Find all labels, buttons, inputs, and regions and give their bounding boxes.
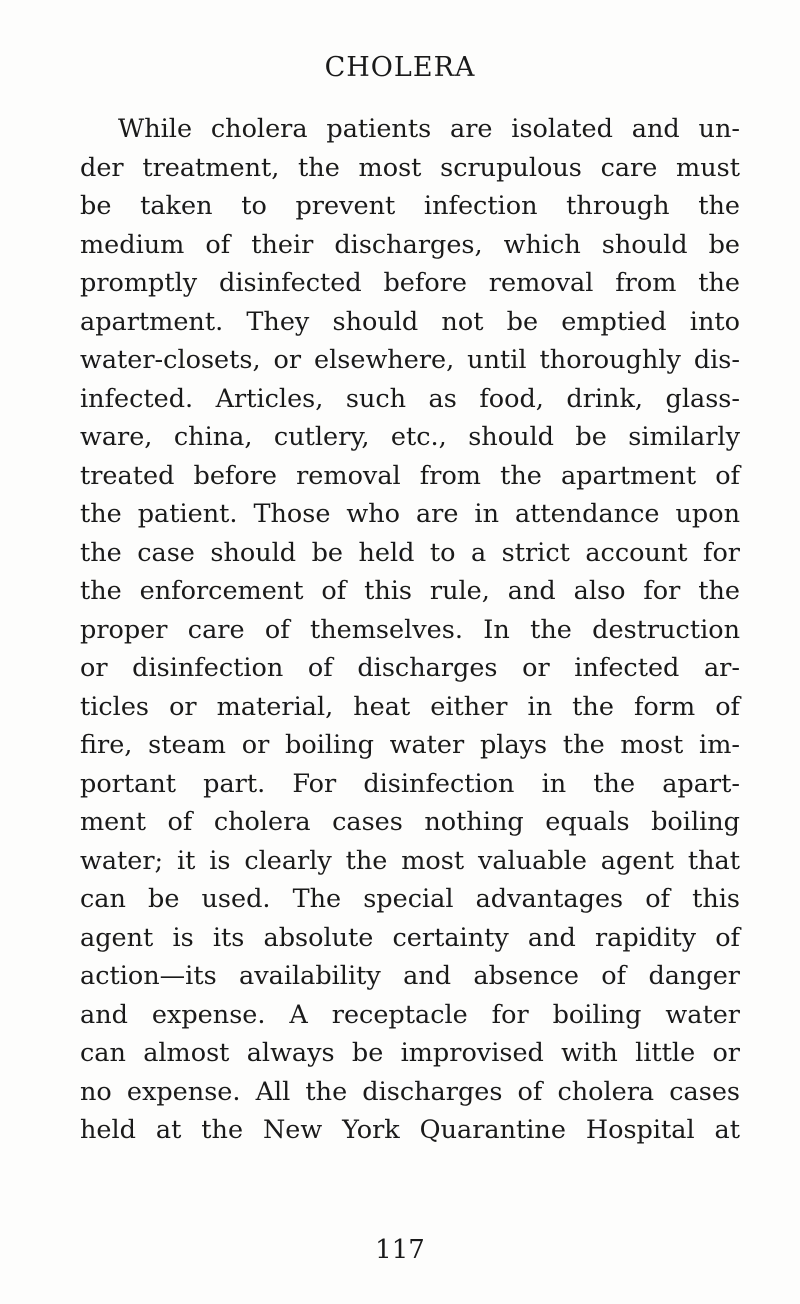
body-paragraph (80, 110, 740, 1150)
text-line: ticles or material, heat either in the form of (80, 691, 740, 722)
page-number: 117 (375, 1235, 425, 1265)
text-line: no expense. All the discharges of cholera cases (80, 1076, 740, 1107)
text-line: can almost always be improvised with little or (80, 1038, 740, 1068)
text-line: der treatment, the most scrupulous care must (80, 152, 740, 183)
text-line: held at the New York Quarantine Hospital at (80, 1115, 740, 1145)
text-line: fire, steam or boiling water plays the most im- (80, 730, 740, 760)
text-line: promptly disinfected before removal from the (80, 268, 740, 298)
text-line: ment of cholera cases nothing equals boiling (80, 807, 740, 837)
text-line: treated before removal from the apartment of (80, 460, 740, 491)
text-line: and expense. A receptacle for boiling water (80, 999, 740, 1030)
text-line: can be used. The special advantages of this (80, 884, 740, 914)
text-line: agent is its absolute certainty and rapidity of (80, 922, 740, 953)
text-line: medium of their discharges, which should be (80, 229, 740, 260)
text-line: be taken to prevent infection through the (80, 191, 740, 221)
text-line: apartment. They should not be emptied into (80, 306, 740, 337)
running-head: CHOLERA (324, 52, 476, 83)
text-line: or disinfection of discharges or infected ar- (80, 653, 740, 683)
text-line: action—its availability and absence of danger (80, 961, 740, 991)
text-line: water-closets, or elsewhere, until thoroughly dis- (80, 345, 740, 375)
text-line: infected. Articles, such as food, drink, glass- (80, 383, 740, 414)
text-line: While cholera patients are isolated and un- (118, 114, 740, 144)
text-line: proper care of themselves. In the destruction (80, 614, 740, 645)
text-line: portant part. For disinfection in the apart- (80, 768, 740, 799)
text-line: the case should be held to a strict account for (80, 537, 740, 568)
text-line: the patient. Those who are in attendance upon (80, 499, 740, 529)
text-line: water; it is clearly the most valuable agent that (80, 845, 740, 876)
text-line: ware, china, cutlery, etc., should be similarly (80, 422, 740, 452)
text-line: the enforcement of this rule, and also for the (80, 576, 740, 606)
